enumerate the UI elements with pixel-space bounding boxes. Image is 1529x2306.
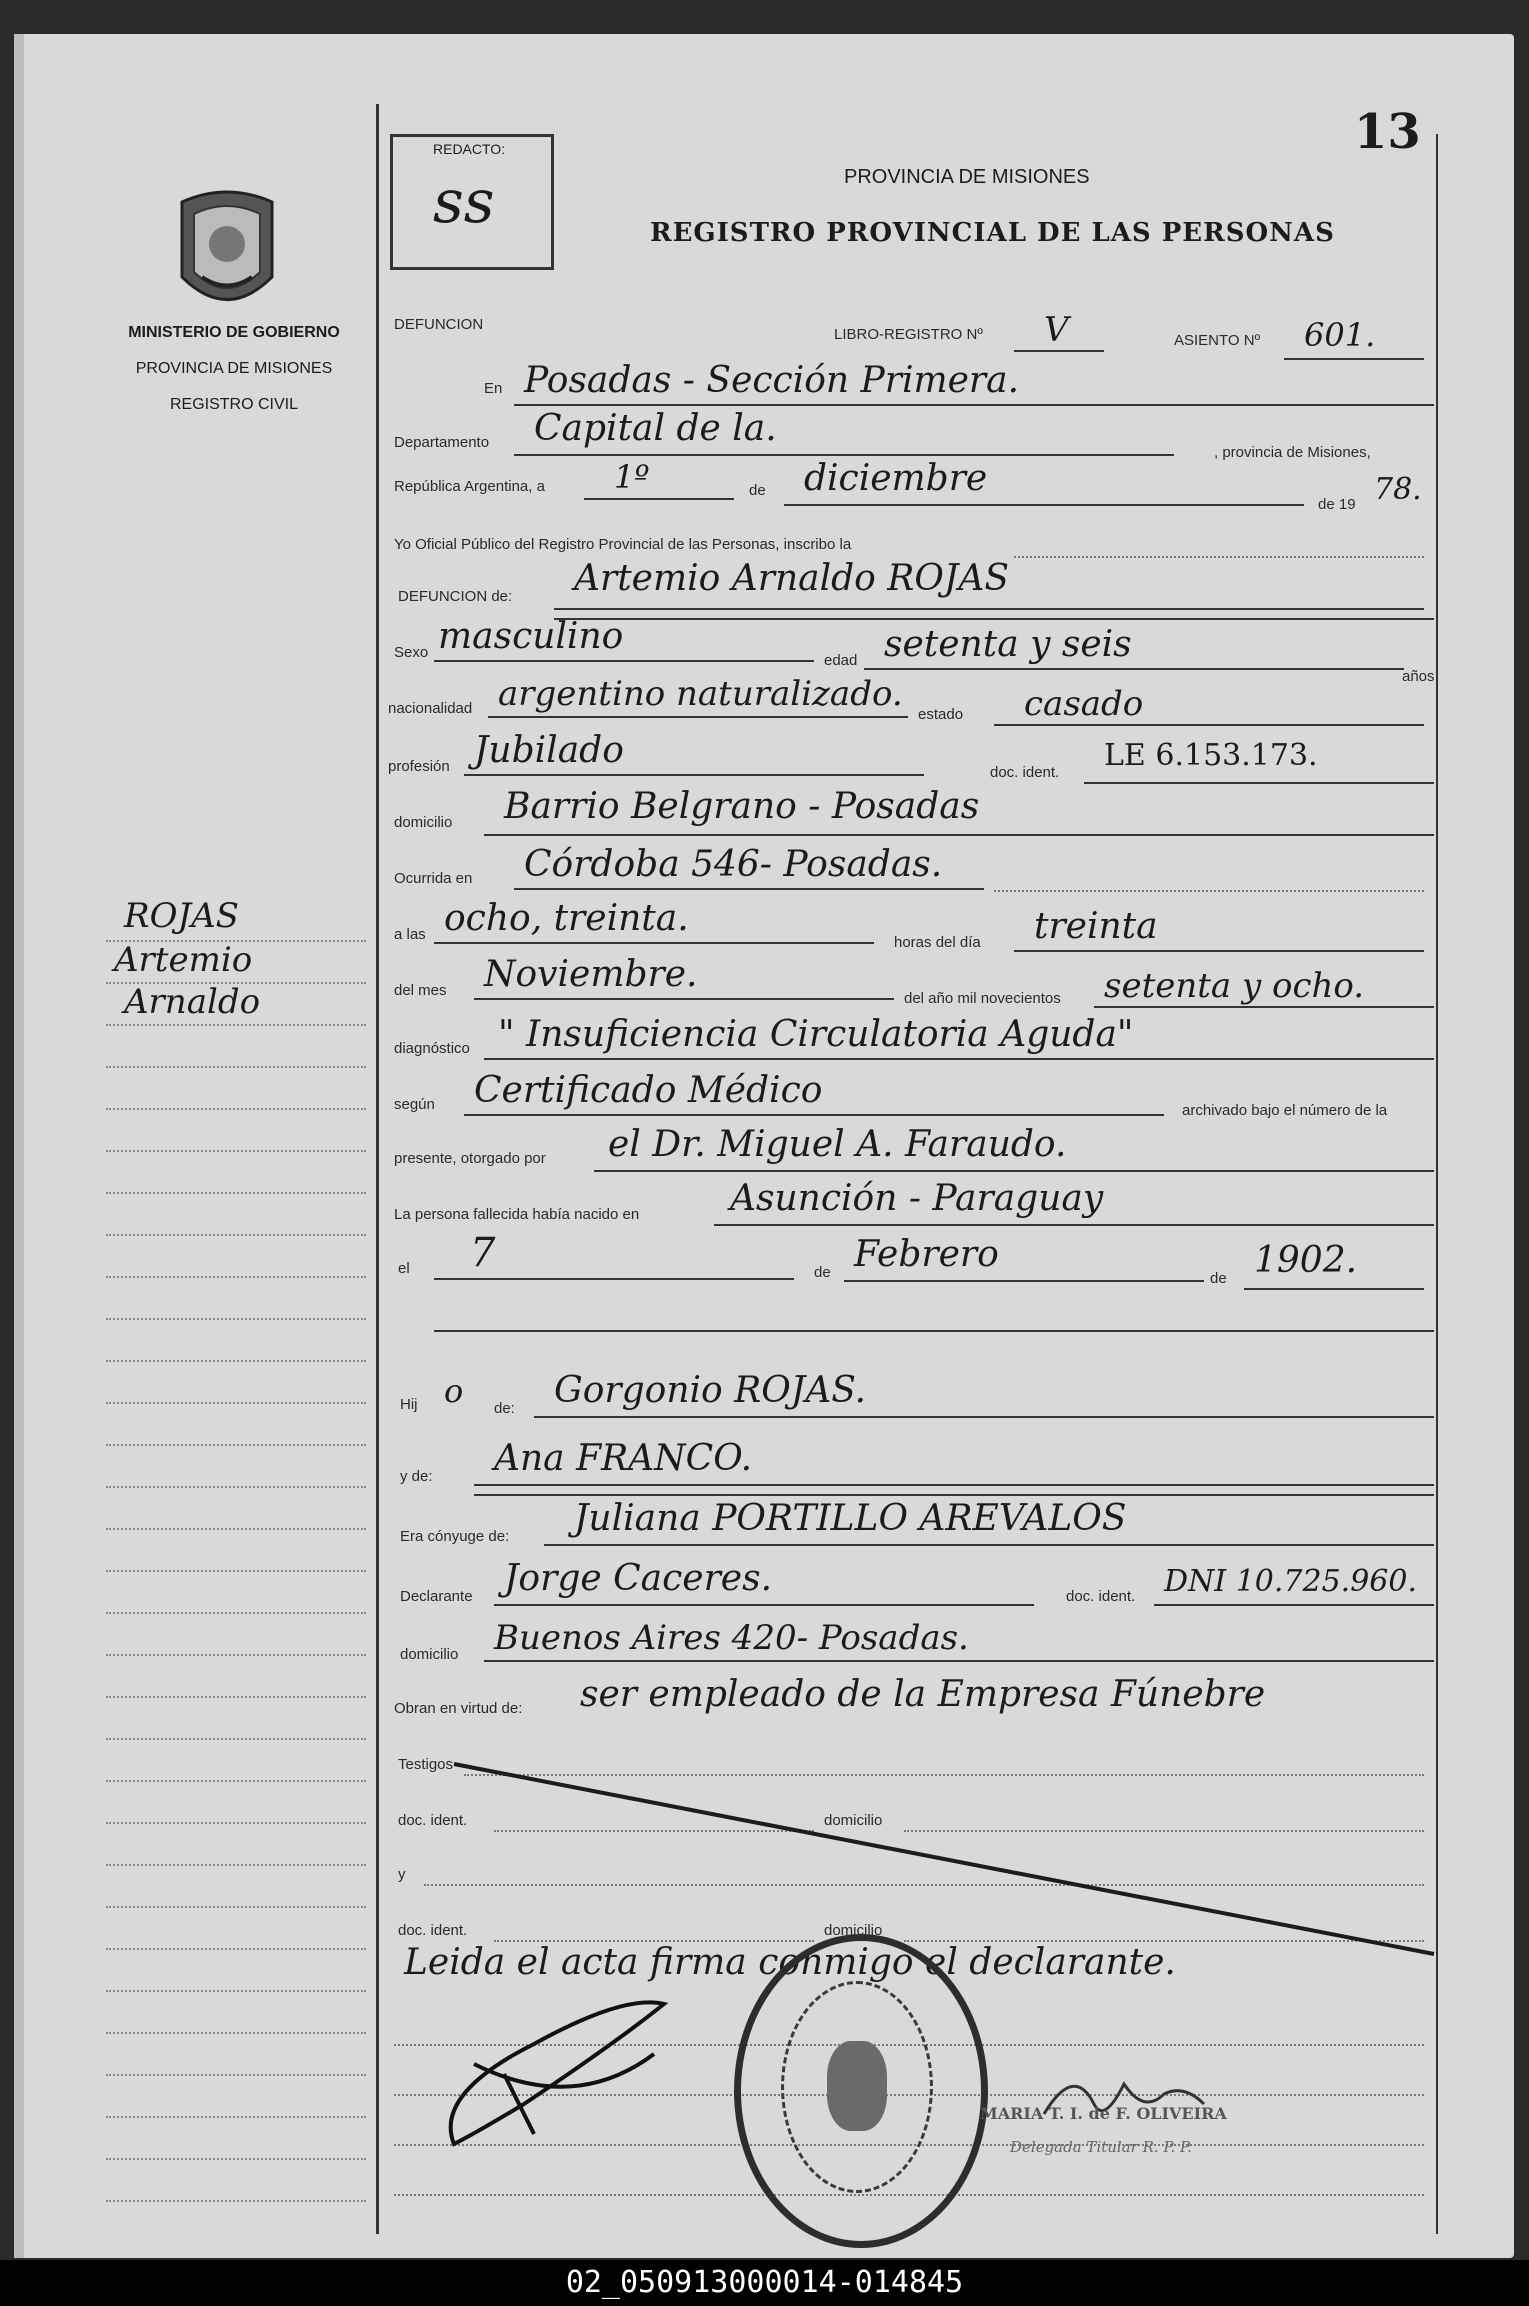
official-stamp <box>734 1934 988 2248</box>
anos-label: años <box>1402 668 1435 685</box>
libro-value: V <box>1044 310 1069 350</box>
margin-middlename: Arnaldo <box>124 982 261 1022</box>
republica-label: República Argentina, a <box>394 478 545 495</box>
nacido-value: Asunción - Paraguay <box>730 1178 1104 1219</box>
mes-value: diciembre <box>804 458 988 499</box>
profesion-label: profesión <box>388 758 450 775</box>
hora-value: ocho, treinta. <box>444 898 689 939</box>
asiento-value: 601. <box>1304 316 1376 354</box>
sidebar-province: PROVINCIA DE MISIONES <box>135 360 333 377</box>
departamento-label: Departamento <box>394 434 490 451</box>
domicilio-label: domicilio <box>394 814 453 831</box>
diagnostico-label: diagnóstico <box>394 1040 470 1057</box>
de-label: de <box>749 482 766 499</box>
estado-label: estado <box>918 706 964 723</box>
archivado-label: archivado bajo el número de la <box>1182 1102 1388 1119</box>
redacto-initials: ss <box>433 167 495 237</box>
de19-label: de 19 <box>1318 496 1356 513</box>
estado-value: casado <box>1024 684 1144 724</box>
obran-value: ser empleado de la Empresa Fúnebre <box>580 1674 1266 1715</box>
conyuge-label: Era cónyuge de: <box>400 1528 510 1545</box>
nacionalidad-label: nacionalidad <box>388 700 473 717</box>
presente-value: el Dr. Miguel A. Faraudo. <box>608 1124 1067 1165</box>
domicilio4-label: domicilio <box>824 1922 883 1939</box>
diagnostico-value: " Insuficiencia Circulatoria Aguda" <box>498 1014 1134 1055</box>
el-label: el <box>398 1260 410 1277</box>
segun-value: Certificado Médico <box>474 1070 823 1111</box>
departamento-value: Capital de la. <box>534 408 777 449</box>
de4-label: de: <box>494 1400 515 1417</box>
hij-value: o <box>444 1372 464 1410</box>
domicilio-value: Barrio Belgrano - Posadas <box>504 786 980 827</box>
ocurrida-value: Córdoba 546- Posadas. <box>524 844 943 885</box>
nacmes-value: Febrero <box>854 1234 999 1275</box>
nacanio-value: 1902. <box>1254 1240 1358 1281</box>
file-id-footer: 02_050913000014-014845 <box>0 2260 1529 2306</box>
declarante-label: Declarante <box>400 1588 473 1605</box>
presente-label: presente, otorgado por <box>394 1150 546 1167</box>
y-label: y <box>398 1866 406 1883</box>
document-page <box>14 34 1514 2258</box>
edad-label: edad <box>824 652 858 669</box>
declarante-value: Jorge Caceres. <box>504 1558 773 1599</box>
anio-value: 78. <box>1374 472 1422 507</box>
nacionalidad-value: argentino naturalizado. <box>498 674 903 714</box>
de2-label: de <box>814 1264 831 1281</box>
sidebar-registry: REGISTRO CIVIL <box>169 396 299 413</box>
stamp-name: MARIA T. I. de F. OLIVEIRA <box>980 2104 1227 2123</box>
coat-of-arms-seal <box>172 182 282 322</box>
testigos-label: Testigos <box>398 1756 454 1773</box>
docident3-label: doc. ident. <box>398 1812 468 1829</box>
page-number: 13 <box>1354 104 1421 160</box>
yde-label: y de: <box>400 1468 433 1485</box>
domicilio2-value: Buenos Aires 420- Posadas. <box>494 1618 969 1658</box>
edad-value: setenta y seis <box>884 624 1132 665</box>
testigos-cross-out <box>444 1754 1444 1974</box>
sexo-value: masculino <box>438 616 624 657</box>
hij-label: Hij <box>400 1396 418 1413</box>
sexo-label: Sexo <box>394 644 429 661</box>
en-value: Posadas - Sección Primera. <box>524 360 1020 401</box>
docident-label: doc. ident. <box>990 764 1060 781</box>
declarant-signature <box>414 1984 704 2154</box>
delmes-label: del mes <box>394 982 447 999</box>
binding-edge <box>14 34 24 2258</box>
horasdia-label: horas del día <box>894 934 981 951</box>
margin-rule <box>376 104 379 2234</box>
redacto-box <box>390 134 554 270</box>
provincia-label: , provincia de Misiones, <box>1214 444 1371 461</box>
domicilio3-label: domicilio <box>824 1812 883 1829</box>
nacdia-value: 7 <box>470 1230 496 1276</box>
de3-label: de <box>1210 1270 1227 1287</box>
diamuerte-value: treinta <box>1034 906 1158 947</box>
header-province: PROVINCIA DE MISIONES <box>844 166 1090 188</box>
mesmuerte-value: Noviembre. <box>484 954 698 995</box>
segun-label: según <box>394 1096 435 1113</box>
dia-value: 1º <box>614 458 650 496</box>
leida-value: Leida el acta firma conmigo el declarante. <box>404 1942 1176 1983</box>
oficial-text: Yo Oficial Público del Registro Provincial de las Personas, inscribo la <box>394 536 852 553</box>
defuncion-de-label: DEFUNCION de: <box>398 588 513 605</box>
libro-label: LIBRO-REGISTRO Nº <box>834 326 983 343</box>
madre-value: Ana FRANCO. <box>494 1438 753 1479</box>
nombre-value: Artemio Arnaldo ROJAS <box>574 558 1009 599</box>
stamp-sub: Delegada Titular R. P. P. <box>1010 2138 1192 2156</box>
docident2-value: DNI 10.725.960. <box>1164 1564 1417 1599</box>
en-label: En <box>484 380 503 397</box>
padre-value: Gorgonio ROJAS. <box>554 1370 867 1411</box>
obran-label: Obran en virtud de: <box>394 1700 523 1717</box>
sidebar-ministry: MINISTERIO DE GOBIERNO <box>128 324 340 341</box>
docident-value: LE 6.153.173. <box>1104 738 1318 773</box>
docident2-label: doc. ident. <box>1066 1588 1136 1605</box>
domicilio2-label: domicilio <box>400 1646 459 1663</box>
asiento-label: ASIENTO Nº <box>1174 332 1261 349</box>
docident4-label: doc. ident. <box>398 1922 468 1939</box>
nacido-label: La persona fallecida había nacido en <box>394 1206 640 1223</box>
redacto-label: REDACTO: <box>433 141 506 157</box>
conyuge-value: Juliana PORTILLO AREVALOS <box>574 1498 1127 1539</box>
header-title: REGISTRO PROVINCIAL DE LAS PERSONAS <box>650 218 1335 248</box>
ocurrida-label: Ocurrida en <box>394 870 473 887</box>
profesion-value: Jubilado <box>474 730 624 771</box>
defuncion-label: DEFUNCION <box>394 316 484 333</box>
margin-firstname: Artemio <box>114 940 253 980</box>
alas-label: a las <box>394 926 426 943</box>
aniomuerte-value: setenta y ocho. <box>1104 966 1365 1006</box>
delanio-label: del año mil novecientos <box>904 990 1061 1007</box>
margin-surname: ROJAS <box>124 896 239 936</box>
